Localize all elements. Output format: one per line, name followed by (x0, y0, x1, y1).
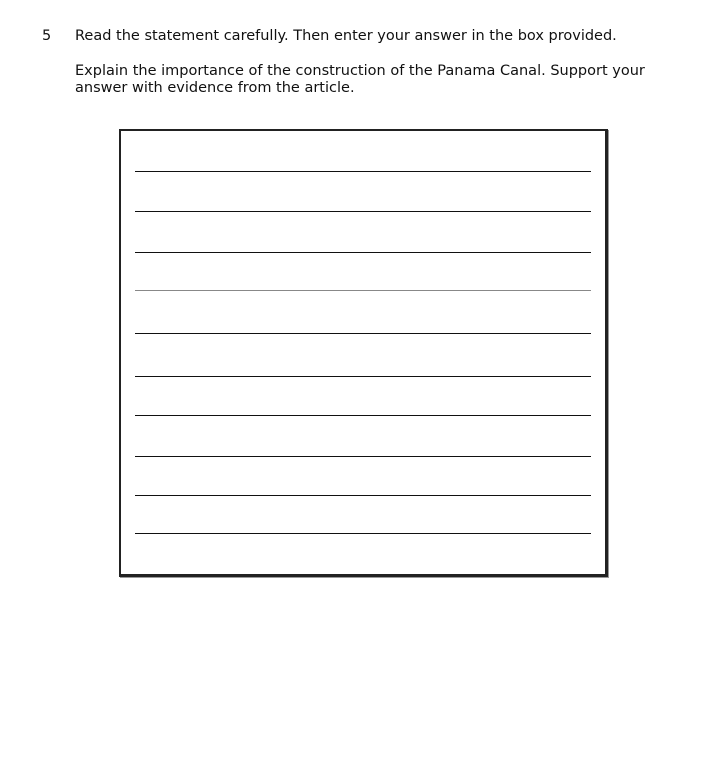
answer-text-box[interactable] (119, 129, 608, 577)
question-number: 5 (42, 28, 52, 44)
writing-line (135, 290, 591, 291)
writing-line (135, 252, 591, 253)
writing-line (135, 533, 591, 534)
writing-line (135, 415, 591, 416)
writing-line (135, 211, 591, 212)
question-prompt-line-2: answer with evidence from the article. (75, 80, 355, 96)
question-instruction: Read the statement carefully. Then enter your answer in the box provided. (75, 28, 617, 44)
writing-line (135, 333, 591, 334)
writing-line (135, 495, 591, 496)
question-prompt-line-1: Explain the importance of the construction of the Panama Canal. Support your (75, 63, 645, 79)
writing-line (135, 171, 591, 172)
writing-line (135, 456, 591, 457)
question-prompt (75, 63, 675, 97)
writing-line (135, 376, 591, 377)
